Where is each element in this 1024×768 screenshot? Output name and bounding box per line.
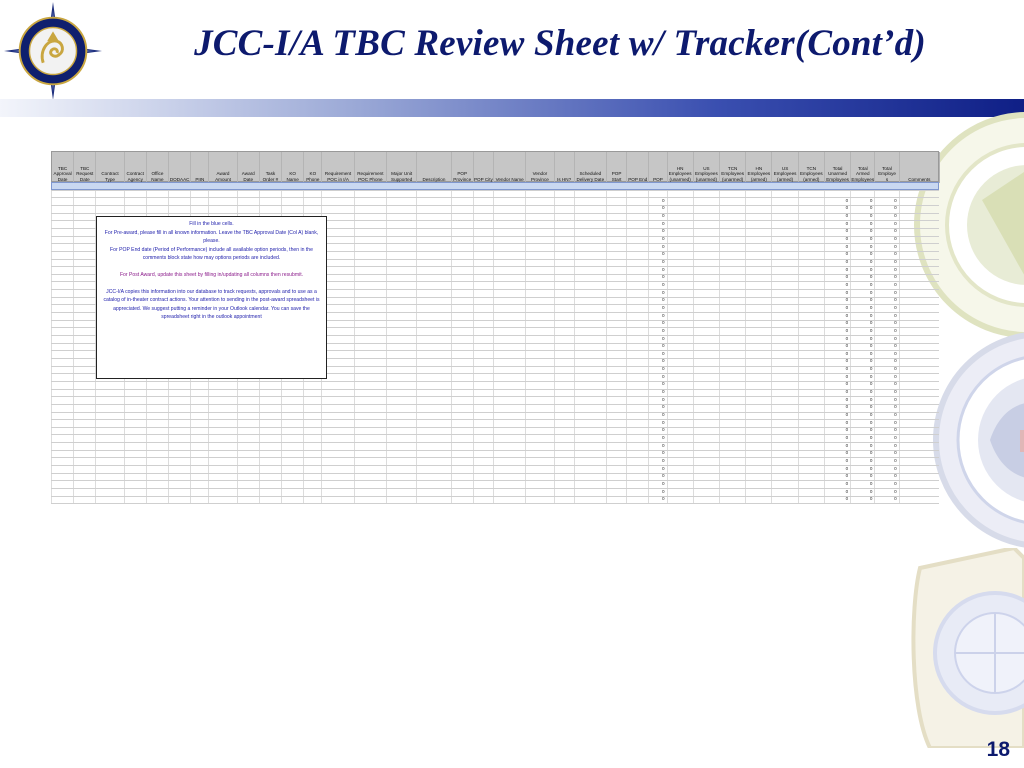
computed-zero-cell: 0	[869, 281, 873, 287]
computed-zero-cell: 0	[869, 488, 873, 494]
computed-zero-cell: 0	[661, 488, 665, 494]
computed-zero-cell: 0	[661, 205, 665, 211]
computed-zero-cell: 0	[845, 442, 849, 448]
column-header: Contract Agency	[125, 152, 147, 183]
computed-zero-cell: 0	[869, 427, 873, 433]
computed-zero-cell: 0	[661, 259, 665, 264]
computed-zero-cell: 0	[894, 289, 897, 295]
computed-zero-cell: 0	[894, 304, 897, 310]
computed-zero-cell: 0	[661, 220, 665, 226]
spreadsheet-header-row	[51, 151, 939, 182]
computed-zero-cell: 0	[894, 274, 897, 280]
computed-zero-cell: 0	[661, 396, 665, 402]
computed-zero-cell: 0	[894, 358, 897, 364]
computed-zero-cell: 0	[894, 213, 897, 219]
computed-zero-cell: 0	[845, 213, 849, 219]
computed-zero-cell: 0	[845, 480, 849, 486]
computed-zero-cell: 0	[845, 434, 849, 440]
computed-zero-cell: 0	[869, 480, 873, 486]
column-header: POP City	[474, 152, 494, 183]
computed-zero-cell: 0	[845, 457, 849, 463]
computed-zero-cell: 0	[845, 488, 849, 494]
computed-zero-cell: 0	[661, 442, 665, 448]
column-header: Award Date	[238, 152, 260, 183]
computed-zero-cell: 0	[845, 312, 849, 318]
computed-zero-cell: 0	[869, 373, 873, 379]
computed-zero-cell: 0	[894, 243, 897, 249]
computed-zero-cell: 0	[869, 327, 873, 333]
computed-zero-cell: 0	[661, 412, 665, 417]
column-header: TCN Employees (armed)	[799, 152, 825, 183]
note-line-3: For POP End date (Period of Performance) include all available option periods, then in the comments block state how may options periods are included.	[110, 246, 313, 262]
grid-row-line	[51, 496, 939, 497]
note-line-1: Fill in the blue cells.	[189, 221, 234, 227]
computed-zero-cell: 0	[894, 350, 897, 356]
computed-zero-cell: 0	[661, 236, 665, 242]
grid-row-line	[51, 381, 939, 382]
transportation-command-logo	[4, 2, 102, 100]
column-header: POP	[649, 152, 667, 183]
computed-zero-cell: 0	[869, 297, 873, 303]
grid-row-line	[51, 213, 939, 214]
column-header: Comments	[900, 152, 940, 183]
computed-zero-cell: 0	[845, 465, 849, 471]
computed-zero-cell: 0	[894, 335, 897, 341]
computed-zero-cell: 0	[869, 404, 873, 410]
computed-zero-cell: 0	[894, 281, 897, 287]
computed-zero-cell: 0	[661, 197, 665, 203]
grid-row-line	[51, 442, 939, 443]
computed-zero-cell: 0	[869, 304, 873, 310]
computed-zero-cell: 0	[869, 496, 873, 502]
column-header: TBC Approval Date	[52, 152, 74, 183]
computed-zero-cell: 0	[661, 389, 665, 395]
computed-zero-cell: 0	[894, 404, 897, 410]
computed-zero-cell: 0	[661, 243, 665, 249]
computed-zero-cell: 0	[661, 381, 665, 387]
column-header: Is HN?	[555, 152, 575, 183]
computed-zero-cell: 0	[845, 197, 849, 203]
computed-zero-cell: 0	[894, 205, 897, 211]
computed-zero-cell: 0	[869, 220, 873, 226]
instructions-note-box	[96, 216, 327, 379]
column-header: POP End	[627, 152, 649, 183]
grid-row-line	[51, 457, 939, 458]
column-header: Office Name	[147, 152, 169, 183]
column-header: TCN Employees (unarmed)	[720, 152, 746, 183]
column-header: PIIN	[191, 152, 209, 183]
computed-zero-cell: 0	[869, 228, 873, 234]
computed-zero-cell: 0	[661, 343, 665, 349]
computed-zero-cell: 0	[845, 320, 849, 326]
computed-zero-cell: 0	[869, 434, 873, 440]
note-line-4: For Post Award, update this sheet by filling in/updating all columns then resubmit.	[119, 271, 304, 278]
slide-title: JCC-I/A TBC Review Sheet w/ Tracker(Cont’d)	[194, 23, 926, 64]
note-line-2: For Pre-award, please fill in all known information. Leave the TBC Approval Date (Col A) blank, please.	[104, 229, 319, 245]
computed-zero-cell: 0	[869, 335, 873, 341]
computed-zero-cell: 0	[845, 473, 849, 479]
page-number: 18	[986, 738, 1010, 761]
computed-zero-cell: 0	[869, 289, 873, 295]
grid-row-line	[51, 465, 939, 466]
computed-zero-cell: 0	[845, 251, 849, 257]
grid-row-line	[51, 503, 939, 504]
blue-input-row[interactable]	[51, 182, 939, 190]
computed-zero-cell: 0	[661, 496, 665, 502]
computed-zero-cell: 0	[894, 251, 897, 257]
computed-zero-cell: 0	[845, 450, 849, 456]
computed-zero-cell: 0	[845, 220, 849, 226]
air-mobility-command-seal	[910, 548, 1024, 748]
computed-zero-cell: 0	[661, 297, 665, 303]
title-divider-bar	[0, 99, 1024, 117]
column-header: HN Employees (armed)	[746, 152, 772, 183]
column-header: DODAAC	[169, 152, 191, 183]
computed-zero-cell: 0	[845, 396, 849, 402]
computed-zero-cell: 0	[869, 473, 873, 479]
grid-row-line	[51, 419, 939, 420]
computed-zero-cell: 0	[894, 343, 897, 349]
computed-zero-cell: 0	[845, 297, 849, 303]
computed-zero-cell: 0	[869, 419, 873, 425]
computed-zero-cell: 0	[869, 412, 873, 417]
grid-row-line	[51, 480, 939, 481]
computed-zero-cell: 0	[894, 480, 897, 486]
computed-zero-cell: 0	[894, 396, 897, 402]
grid-row-line	[51, 205, 939, 206]
column-header: Contract Type	[96, 152, 124, 183]
computed-zero-cell: 0	[894, 496, 897, 502]
computed-zero-cell: 0	[869, 381, 873, 387]
computed-zero-cell: 0	[869, 396, 873, 402]
computed-zero-cell: 0	[845, 281, 849, 287]
computed-zero-cell: 0	[869, 343, 873, 349]
grid-row-line	[51, 404, 939, 405]
computed-zero-cell: 0	[661, 366, 665, 372]
computed-zero-cell: 0	[869, 389, 873, 395]
computed-zero-cell: 0	[894, 488, 897, 494]
column-header: Total Armed Employees	[851, 152, 875, 183]
computed-zero-cell: 0	[894, 228, 897, 234]
computed-zero-cell: 0	[661, 480, 665, 486]
column-header: US Employees (unarmed)	[694, 152, 720, 183]
column-header: HN Employees (unarmed)	[668, 152, 694, 183]
computed-zero-cell: 0	[845, 228, 849, 234]
computed-zero-cell: 0	[845, 205, 849, 211]
computed-zero-cell: 0	[894, 320, 897, 326]
column-header: Vendor Province	[526, 152, 554, 183]
column-header: KO Name	[282, 152, 304, 183]
computed-zero-cell: 0	[894, 473, 897, 479]
column-header: POP Province	[452, 152, 474, 183]
computed-zero-cell: 0	[869, 243, 873, 249]
computed-zero-cell: 0	[845, 243, 849, 249]
computed-zero-cell: 0	[869, 442, 873, 448]
computed-zero-cell: 0	[661, 312, 665, 318]
computed-zero-cell: 0	[661, 274, 665, 280]
computed-zero-cell: 0	[845, 404, 849, 410]
computed-zero-cell: 0	[661, 350, 665, 356]
computed-zero-cell: 0	[894, 327, 897, 333]
computed-zero-cell: 0	[894, 373, 897, 379]
computed-zero-cell: 0	[661, 473, 665, 479]
grid-row-line	[51, 427, 939, 428]
computed-zero-cell: 0	[845, 266, 849, 272]
grid-row-line	[51, 434, 939, 435]
column-header: Total Unarmed Employees	[825, 152, 851, 183]
computed-zero-cell: 0	[869, 236, 873, 242]
computed-zero-cell: 0	[845, 427, 849, 433]
grid-row-line	[51, 396, 939, 397]
computed-zero-cell: 0	[894, 266, 897, 272]
computed-zero-cell: 0	[894, 434, 897, 440]
column-header: Major Unit Supported	[387, 152, 417, 183]
computed-zero-cell: 0	[845, 389, 849, 395]
computed-zero-cell: 0	[894, 220, 897, 226]
computed-zero-cell: 0	[869, 450, 873, 456]
computed-zero-cell: 0	[894, 381, 897, 387]
computed-zero-cell: 0	[845, 343, 849, 349]
computed-zero-cell: 0	[894, 412, 897, 417]
computed-zero-cell: 0	[869, 350, 873, 356]
computed-zero-cell: 0	[869, 465, 873, 471]
computed-zero-cell: 0	[869, 274, 873, 280]
column-header: KO Phone	[304, 152, 322, 183]
computed-zero-cell: 0	[845, 289, 849, 295]
computed-zero-cell: 0	[661, 251, 665, 257]
computed-zero-cell: 0	[661, 327, 665, 333]
computed-zero-cell: 0	[894, 419, 897, 425]
computed-zero-cell: 0	[869, 266, 873, 272]
computed-zero-cell: 0	[894, 457, 897, 463]
grid-row-line	[51, 488, 939, 489]
computed-zero-cell: 0	[661, 427, 665, 433]
computed-zero-cell: 0	[894, 442, 897, 448]
computed-zero-cell: 0	[894, 297, 897, 303]
computed-zero-cell: 0	[894, 465, 897, 471]
united-states-military-sealift-seal	[930, 330, 1024, 550]
computed-zero-cell: 0	[869, 457, 873, 463]
computed-zero-cell: 0	[869, 197, 873, 203]
computed-zero-cell: 0	[661, 450, 665, 456]
column-header: Requirement POC in I/A	[322, 152, 354, 183]
computed-zero-cell: 0	[845, 350, 849, 356]
grid-row-line	[51, 473, 939, 474]
column-header: Requirement POC Phone	[355, 152, 387, 183]
computed-zero-cell: 0	[845, 335, 849, 341]
column-header: Scheduled Delivery Date	[575, 152, 607, 183]
computed-zero-cell: 0	[894, 389, 897, 395]
computed-zero-cell: 0	[661, 213, 665, 219]
computed-zero-cell: 0	[661, 404, 665, 410]
computed-zero-cell: 0	[894, 259, 897, 264]
computed-zero-cell: 0	[661, 434, 665, 440]
computed-zero-cell: 0	[661, 320, 665, 326]
computed-zero-cell: 0	[869, 312, 873, 318]
computed-zero-cell: 0	[869, 366, 873, 372]
computed-zero-cell: 0	[869, 205, 873, 211]
computed-zero-cell: 0	[894, 236, 897, 242]
computed-zero-cell: 0	[869, 251, 873, 257]
computed-zero-cell: 0	[869, 213, 873, 219]
computed-zero-cell: 0	[894, 366, 897, 372]
computed-zero-cell: 0	[661, 304, 665, 310]
note-line-5: JCC-I/A copies this information into our database to track requests, approvals and to use as a catalog of in-theater contract actions. Your attention to sending in the post-award spreadsheet is appreciated. We suggest putting a reminder in your Outlook calendar. You can save the spreadsheet right in the outlook appointment	[103, 288, 320, 321]
computed-zero-cell: 0	[845, 327, 849, 333]
computed-zero-cell: 0	[894, 312, 897, 318]
computed-zero-cell: 0	[661, 266, 665, 272]
computed-zero-cell: 0	[661, 228, 665, 234]
computed-zero-cell: 0	[869, 320, 873, 326]
computed-zero-cell: 0	[845, 304, 849, 310]
grid-row-line	[51, 197, 939, 198]
computed-zero-cell: 0	[869, 259, 873, 264]
column-header: Vendor Name	[494, 152, 526, 183]
computed-zero-cell: 0	[845, 358, 849, 364]
computed-zero-cell: 0	[894, 427, 897, 433]
column-header: TBC Request Date	[74, 152, 96, 183]
computed-zero-cell: 0	[894, 450, 897, 456]
grid-row-line	[51, 412, 939, 413]
column-header: POP Start	[607, 152, 627, 183]
grid-row-line	[51, 389, 939, 390]
computed-zero-cell: 0	[845, 373, 849, 379]
computed-zero-cell: 0	[845, 274, 849, 280]
computed-zero-cell: 0	[845, 496, 849, 502]
computed-zero-cell: 0	[661, 373, 665, 379]
computed-zero-cell: 0	[661, 289, 665, 295]
column-header: Description	[417, 152, 451, 183]
computed-zero-cell: 0	[869, 358, 873, 364]
computed-zero-cell: 0	[845, 236, 849, 242]
column-header: Total Employe s	[875, 152, 899, 183]
computed-zero-cell: 0	[661, 358, 665, 364]
computed-zero-cell: 0	[845, 419, 849, 425]
computed-zero-cell: 0	[661, 281, 665, 287]
computed-zero-cell: 0	[845, 412, 849, 417]
column-header: US Employees (armed)	[772, 152, 798, 183]
column-header: Award Amount	[209, 152, 237, 183]
computed-zero-cell: 0	[661, 465, 665, 471]
grid-row-line	[51, 450, 939, 451]
column-header: Task Order #	[260, 152, 282, 183]
computed-zero-cell: 0	[661, 457, 665, 463]
computed-zero-cell: 0	[661, 419, 665, 425]
computed-zero-cell: 0	[845, 259, 849, 264]
computed-zero-cell: 0	[845, 366, 849, 372]
computed-zero-cell: 0	[661, 335, 665, 341]
computed-zero-cell: 0	[845, 381, 849, 387]
computed-zero-cell: 0	[894, 197, 897, 203]
